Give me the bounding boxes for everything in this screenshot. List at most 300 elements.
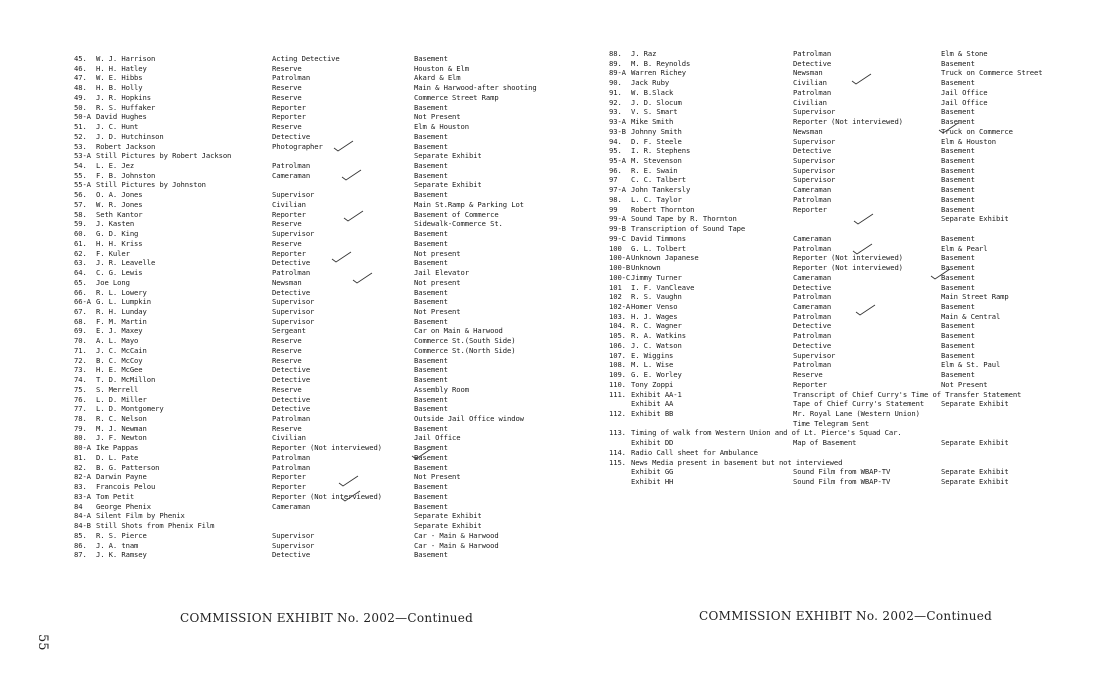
cell-num: 97 xyxy=(609,175,618,185)
table-row xyxy=(547,185,1094,195)
cell-role: Newsman xyxy=(272,277,302,287)
cell-role: Reserve xyxy=(272,336,302,346)
cell-loc: Akard & Elm xyxy=(414,73,461,83)
table-row xyxy=(547,224,1094,234)
table-row xyxy=(0,307,547,317)
check-mark-icon xyxy=(338,474,360,488)
cell-role: Time Telegram Sent xyxy=(793,418,870,428)
cell-loc: Assembly Room xyxy=(414,384,469,394)
cell-loc: Basement xyxy=(414,550,448,560)
cell-role: Sound Film from WBAP-TV xyxy=(793,467,891,477)
cell-role: Cameraman xyxy=(272,170,311,180)
cell-loc: Basement xyxy=(414,190,448,200)
cell-loc: Basement xyxy=(414,238,448,248)
cell-role: Cameraman xyxy=(793,233,832,243)
table-row xyxy=(0,502,547,512)
cell-num: 74. xyxy=(74,375,87,385)
right-caption: COMMISSION EXHIBIT No. 2002—Continued xyxy=(699,609,993,623)
cell-name: H. J. Wages xyxy=(631,311,678,321)
cell-loc: Basement xyxy=(941,156,975,166)
cell-role: Civilian xyxy=(272,433,306,443)
cell-loc: Basement xyxy=(414,482,448,492)
cell-num: 102 xyxy=(609,292,622,302)
cell-num: 83-A xyxy=(74,491,91,501)
cell-num: 99-A xyxy=(609,214,626,224)
cell-name: R. S. Pierce xyxy=(96,530,147,540)
table-row xyxy=(0,161,547,171)
cell-role: Reporter (Not interviewed) xyxy=(272,443,382,453)
cell-loc: Basement xyxy=(414,365,448,375)
cell-name: J. D. Hutchinson xyxy=(96,131,164,141)
table-row xyxy=(547,283,1094,293)
cell-name: Johnny Smith xyxy=(631,126,682,136)
cell-role: Supervisor xyxy=(272,316,315,326)
cell-name: Exhibit DD xyxy=(631,438,674,448)
table-row xyxy=(0,83,547,93)
cell-role: Patrolman xyxy=(793,243,832,253)
cell-num: 113. xyxy=(609,428,626,438)
cell-role: Reserve xyxy=(272,423,302,433)
cell-num: 76. xyxy=(74,394,87,404)
cell-role: Supervisor xyxy=(272,540,315,550)
cell-num: 84-A xyxy=(74,511,91,521)
cell-loc: Elm & Houston xyxy=(941,136,996,146)
table-row xyxy=(0,346,547,356)
cell-role: Detective xyxy=(793,340,832,350)
cell-num: 78. xyxy=(74,414,87,423)
cell-role: Cameraman xyxy=(272,501,311,511)
table-row xyxy=(547,78,1094,88)
cell-role: Supervisor xyxy=(793,136,836,146)
table-row xyxy=(0,239,547,249)
cell-loc: Basement xyxy=(941,58,975,68)
cell-name: Silent Film by Phenix xyxy=(96,511,185,521)
cell-num: 45. xyxy=(74,54,87,63)
cell-name: J. K. Ramsey xyxy=(96,550,147,560)
cell-loc: Basement xyxy=(941,194,975,204)
cell-num: 95. xyxy=(609,146,622,156)
cell-role: Detective xyxy=(272,404,311,414)
cell-role: Cameraman xyxy=(793,185,832,195)
cell-name: G. L. Lumpkin xyxy=(96,297,151,307)
cell-name: John Tankersly xyxy=(631,185,691,195)
cell-loc: Basement xyxy=(414,491,448,501)
cell-num: 97-A xyxy=(609,185,626,195)
table-row xyxy=(0,200,547,210)
table-row xyxy=(0,395,547,405)
cell-num: 89. xyxy=(609,58,622,68)
table-row xyxy=(0,317,547,327)
cell-role: Civilian xyxy=(793,78,827,88)
cell-role: Reserve xyxy=(272,219,302,229)
cell-name: H. H. Kriss xyxy=(96,238,143,248)
table-row xyxy=(547,137,1094,147)
cell-name: M. J. Newman xyxy=(96,423,147,433)
cell-name: I. R. Stephens xyxy=(631,146,691,156)
cell-name: V. S. Smart xyxy=(631,107,678,117)
cell-num: 79. xyxy=(74,423,87,433)
cell-role: Reserve xyxy=(272,355,302,365)
cell-num: 88. xyxy=(609,49,622,58)
table-row xyxy=(0,268,547,278)
cell-role: Tape of Chief Curry's Statement xyxy=(793,399,925,409)
cell-name: G. L. Tolbert xyxy=(631,243,686,253)
cell-loc: Car - Main & Harwood xyxy=(414,540,499,550)
cell-num: 81. xyxy=(74,452,87,462)
cell-num: 71. xyxy=(74,345,87,355)
cell-role: Detective xyxy=(272,365,311,375)
cell-name: W. J. Harrison xyxy=(96,54,156,63)
cell-role: Patrolman xyxy=(272,268,311,278)
table-row xyxy=(0,278,547,288)
cell-role: Patrolman xyxy=(793,292,832,302)
table-row xyxy=(0,64,547,74)
table-row xyxy=(0,541,547,551)
cell-role: Sound Film from WBAP-TV xyxy=(793,477,891,487)
cell-name: R. C. Nelson xyxy=(96,414,147,423)
table-row xyxy=(547,312,1094,322)
table-row xyxy=(0,365,547,375)
cell-name: News Media present in basement but not interviewed xyxy=(631,457,843,467)
cell-loc: Jail Elevator xyxy=(414,268,469,278)
cell-name: F. B. Johnston xyxy=(96,170,156,180)
table-row xyxy=(0,463,547,473)
cell-role: Reporter xyxy=(272,248,306,258)
table-row xyxy=(0,453,547,463)
cell-name: Jimmy Turner xyxy=(631,272,682,282)
cell-loc: Elm & Pearl xyxy=(941,243,988,253)
cell-loc: Basement xyxy=(941,301,975,311)
cell-name: J. C. Hunt xyxy=(96,122,139,132)
cell-name: Robert Jackson xyxy=(96,141,156,151)
cell-role: Patrolman xyxy=(793,360,832,370)
cell-num: 56. xyxy=(74,190,87,200)
cell-name: C. G. Lewis xyxy=(96,268,143,278)
cell-loc: Basement xyxy=(941,117,975,127)
cell-name: Robert Thornton xyxy=(631,204,695,214)
cell-num: 86. xyxy=(74,540,87,550)
table-row xyxy=(547,263,1094,273)
cell-role: Reporter xyxy=(272,102,306,112)
cell-num: 67. xyxy=(74,306,87,316)
cell-num: 55-A xyxy=(74,180,91,190)
cell-num: 100-B xyxy=(609,263,631,273)
cell-loc: Not Present xyxy=(414,112,461,122)
cell-num: 94. xyxy=(609,136,622,146)
table-row xyxy=(0,433,547,443)
cell-role: Reserve xyxy=(272,238,302,248)
table-row xyxy=(547,370,1094,380)
cell-name: R. S. Huffaker xyxy=(96,102,156,112)
check-mark-icon xyxy=(341,168,363,182)
table-row xyxy=(547,351,1094,361)
cell-role: Detective xyxy=(793,282,832,292)
cell-loc: Main & Central xyxy=(941,311,1001,321)
cell-name: R. A. Watkins xyxy=(631,331,686,341)
cell-num: 111. xyxy=(609,389,626,399)
cell-loc: Separate Exhibit xyxy=(941,467,1009,477)
cell-role: Supervisor xyxy=(793,175,836,185)
cell-loc: Basement xyxy=(941,253,975,263)
cell-name: Seth Kantor xyxy=(96,209,143,219)
cell-name: Still Shots from Phenix Film xyxy=(96,521,215,531)
table-row xyxy=(0,424,547,434)
cell-num: 100-A xyxy=(609,253,631,263)
cell-name: Mike Smith xyxy=(631,117,674,127)
check-mark-icon xyxy=(930,267,952,281)
cell-loc: Basement xyxy=(414,394,448,404)
table-row xyxy=(0,73,547,83)
table-row xyxy=(0,219,547,229)
cell-name: George Phenix xyxy=(96,501,151,511)
cell-loc: Not Present xyxy=(414,306,461,316)
cell-num: 53-A xyxy=(74,151,91,161)
cell-name: F. Kuler xyxy=(96,248,130,258)
cell-num: 53. xyxy=(74,141,87,151)
cell-name: B. G. Patterson xyxy=(96,462,160,472)
cell-role: Reserve xyxy=(272,384,302,394)
cell-name: L. E. Jez xyxy=(96,161,135,171)
cell-loc: Separate Exhibit xyxy=(414,151,482,161)
cell-name: Still Pictures by Robert Jackson xyxy=(96,151,232,161)
table-row xyxy=(0,482,547,492)
cell-role: Detective xyxy=(272,375,311,385)
cell-num: 93-A xyxy=(609,117,626,127)
cell-role: Supervisor xyxy=(793,107,836,117)
table-row xyxy=(0,210,547,220)
cell-loc: Basement xyxy=(941,107,975,117)
check-mark-icon xyxy=(411,447,433,461)
cell-name: Exhibit BB xyxy=(631,409,674,418)
table-row xyxy=(547,409,1094,419)
cell-name: L. D. Miller xyxy=(96,394,147,404)
cell-loc: Basement xyxy=(941,370,975,380)
check-mark-icon xyxy=(852,242,874,256)
cell-role: Reporter xyxy=(793,379,827,389)
table-row xyxy=(0,258,547,268)
cell-loc: Basement xyxy=(414,355,448,365)
cell-name: D. F. Steele xyxy=(631,136,682,146)
table-row xyxy=(0,171,547,181)
cell-num: 89-A xyxy=(609,68,626,78)
table-row xyxy=(547,399,1094,409)
cell-name: G. D. King xyxy=(96,229,139,239)
table-row xyxy=(547,292,1094,302)
cell-num: 64. xyxy=(74,268,87,278)
cell-role: Patrolman xyxy=(793,87,832,97)
cell-role: Patrolman xyxy=(793,331,832,341)
table-row xyxy=(547,127,1094,137)
cell-num: 55. xyxy=(74,170,87,180)
cell-name: M. Stevenson xyxy=(631,156,682,166)
cell-loc: Basement xyxy=(941,78,975,88)
cell-name: Tom Petit xyxy=(96,491,135,501)
cell-name: Darwin Payne xyxy=(96,472,147,482)
table-row xyxy=(0,142,547,152)
table-row xyxy=(547,438,1094,448)
cell-loc: Basement xyxy=(414,287,448,297)
table-row xyxy=(0,443,547,453)
cell-name: R. S. Vaughn xyxy=(631,292,682,302)
cell-role: Reporter xyxy=(272,209,306,219)
cell-loc: Jail Office xyxy=(941,97,988,107)
cell-num: 50. xyxy=(74,102,87,112)
cell-num: 109. xyxy=(609,370,626,380)
cell-loc: Basement xyxy=(414,423,448,433)
cell-num: 103. xyxy=(609,311,626,321)
cell-loc: Basement xyxy=(414,297,448,307)
cell-name: L. C. Taylor xyxy=(631,194,682,204)
cell-loc: Basement xyxy=(941,165,975,175)
cell-num: 61. xyxy=(74,238,87,248)
table-row xyxy=(547,49,1094,59)
cell-loc: Sidewalk-Commerce St. xyxy=(414,219,503,229)
table-row xyxy=(0,132,547,142)
cell-num: 46. xyxy=(74,63,87,73)
cell-name: D. L. Pate xyxy=(96,452,139,462)
table-row xyxy=(0,375,547,385)
cell-name: Unknown xyxy=(631,263,661,273)
cell-loc: Basement xyxy=(414,131,448,141)
cell-loc: Basement xyxy=(414,452,448,462)
cell-num: 91. xyxy=(609,87,622,97)
table-row xyxy=(0,297,547,307)
cell-num: 90. xyxy=(609,78,622,88)
cell-role: Supervisor xyxy=(272,229,315,239)
cell-role: Reserve xyxy=(272,63,302,73)
cell-role: Supervisor xyxy=(793,165,836,175)
cell-loc: Basement xyxy=(414,501,448,511)
cell-num: 98. xyxy=(609,194,622,204)
cell-num: 84-B xyxy=(74,521,91,531)
cell-num: 50-A xyxy=(74,112,91,122)
cell-loc: Basement xyxy=(941,146,975,156)
table-row xyxy=(0,229,547,239)
cell-name: Ike Pappas xyxy=(96,443,139,453)
cell-role: Supervisor xyxy=(793,156,836,166)
table-row xyxy=(0,326,547,336)
cell-num: 87. xyxy=(74,550,87,560)
cell-loc: Commerce St.(North Side) xyxy=(414,345,516,355)
table-row xyxy=(547,234,1094,244)
cell-loc: Basement xyxy=(941,350,975,360)
cell-loc: Separate Exhibit xyxy=(414,180,482,190)
cell-role: Sergeant xyxy=(272,326,306,336)
cell-num: 112. xyxy=(609,409,626,418)
cell-loc: Truck on Commerce xyxy=(941,126,1013,136)
cell-loc: Not Present xyxy=(941,379,988,389)
cell-num: 105. xyxy=(609,331,626,341)
cell-loc: Commerce Street Ramp xyxy=(414,92,499,102)
cell-loc: Basement xyxy=(941,321,975,331)
cell-num: 108. xyxy=(609,360,626,370)
cell-role: Cameraman xyxy=(793,301,832,311)
cell-role: Detective xyxy=(793,58,832,68)
cell-name: J. R. Hopkins xyxy=(96,92,151,102)
cell-loc: Separate Exhibit xyxy=(941,399,1009,409)
cell-loc: Not present xyxy=(414,277,461,287)
table-row xyxy=(0,511,547,521)
cell-num: 52. xyxy=(74,131,87,141)
cell-num: 68. xyxy=(74,316,87,326)
cell-name: J. A. tnam xyxy=(96,540,139,550)
cell-role: Detective xyxy=(793,146,832,156)
cell-role: Reporter (Not interviewed) xyxy=(793,117,903,127)
table-row xyxy=(547,59,1094,69)
table-row xyxy=(547,467,1094,477)
cell-num: 58. xyxy=(74,209,87,219)
cell-name: C. C. Talbert xyxy=(631,175,686,185)
cell-role: Patrolman xyxy=(272,161,311,171)
cell-role: Reporter xyxy=(272,482,306,492)
table-row xyxy=(0,531,547,541)
cell-role: Newsman xyxy=(793,126,823,136)
cell-name: Still Pictures by Johnston xyxy=(96,180,206,190)
cell-num: 99-C xyxy=(609,233,626,243)
table-row xyxy=(0,385,547,395)
cell-name: H. E. McGee xyxy=(96,365,143,375)
cell-name: Exhibit AA xyxy=(631,399,674,409)
cell-name: M. B. Reynolds xyxy=(631,58,691,68)
cell-name: W. E. Hibbs xyxy=(96,73,143,83)
table-row xyxy=(547,88,1094,98)
cell-num: 110. xyxy=(609,379,626,389)
cell-role: Reserve xyxy=(272,345,302,355)
table-row xyxy=(0,472,547,482)
cell-num: 106. xyxy=(609,340,626,350)
cell-loc: Basement xyxy=(414,316,448,326)
cell-name: Unknown Japanese xyxy=(631,253,699,263)
cell-num: 49. xyxy=(74,92,87,102)
check-mark-icon xyxy=(343,209,365,223)
cell-name: Timing of walk from Western Union and of Lt. Pierce's Squad Car. xyxy=(631,428,902,438)
table-row xyxy=(0,122,547,132)
cell-loc: Basement xyxy=(414,443,448,453)
table-row xyxy=(0,103,547,113)
cell-name: J. Kasten xyxy=(96,219,135,229)
table-row xyxy=(547,175,1094,185)
cell-role: Patrolman xyxy=(272,73,311,83)
cell-role: Detective xyxy=(272,258,311,268)
cell-loc: Houston & Elm xyxy=(414,63,469,73)
check-mark-icon xyxy=(352,271,374,285)
cell-role: Acting Detective xyxy=(272,54,340,63)
cell-name: J. F. Newton xyxy=(96,433,147,443)
table-row xyxy=(0,180,547,190)
cell-name: Exhibit HH xyxy=(631,477,674,487)
check-mark-icon xyxy=(333,139,355,153)
cell-loc: Basement xyxy=(414,170,448,180)
cell-name: R. H. Lunday xyxy=(96,306,147,316)
cell-num: 80. xyxy=(74,433,87,443)
cell-name: Sound Tape by R. Thornton xyxy=(631,214,737,224)
cell-role: Reporter (Not interviewed) xyxy=(272,491,382,501)
cell-role: Mr. Royal Lane (Western Union) xyxy=(793,409,920,418)
cell-num: 93. xyxy=(609,107,622,117)
cell-name: J. Raz xyxy=(631,49,657,58)
table-row xyxy=(547,331,1094,341)
cell-role: Reporter (Not interviewed) xyxy=(793,253,903,263)
cell-num: 48. xyxy=(74,83,87,93)
table-row xyxy=(547,448,1094,458)
cell-role: Reporter xyxy=(793,204,827,214)
table-row xyxy=(547,321,1094,331)
cell-num: 85. xyxy=(74,530,87,540)
cell-role: Supervisor xyxy=(272,297,315,307)
cell-name: David Hughes xyxy=(96,112,147,122)
cell-role: Supervisor xyxy=(272,530,315,540)
cell-role: Patrolman xyxy=(793,311,832,321)
